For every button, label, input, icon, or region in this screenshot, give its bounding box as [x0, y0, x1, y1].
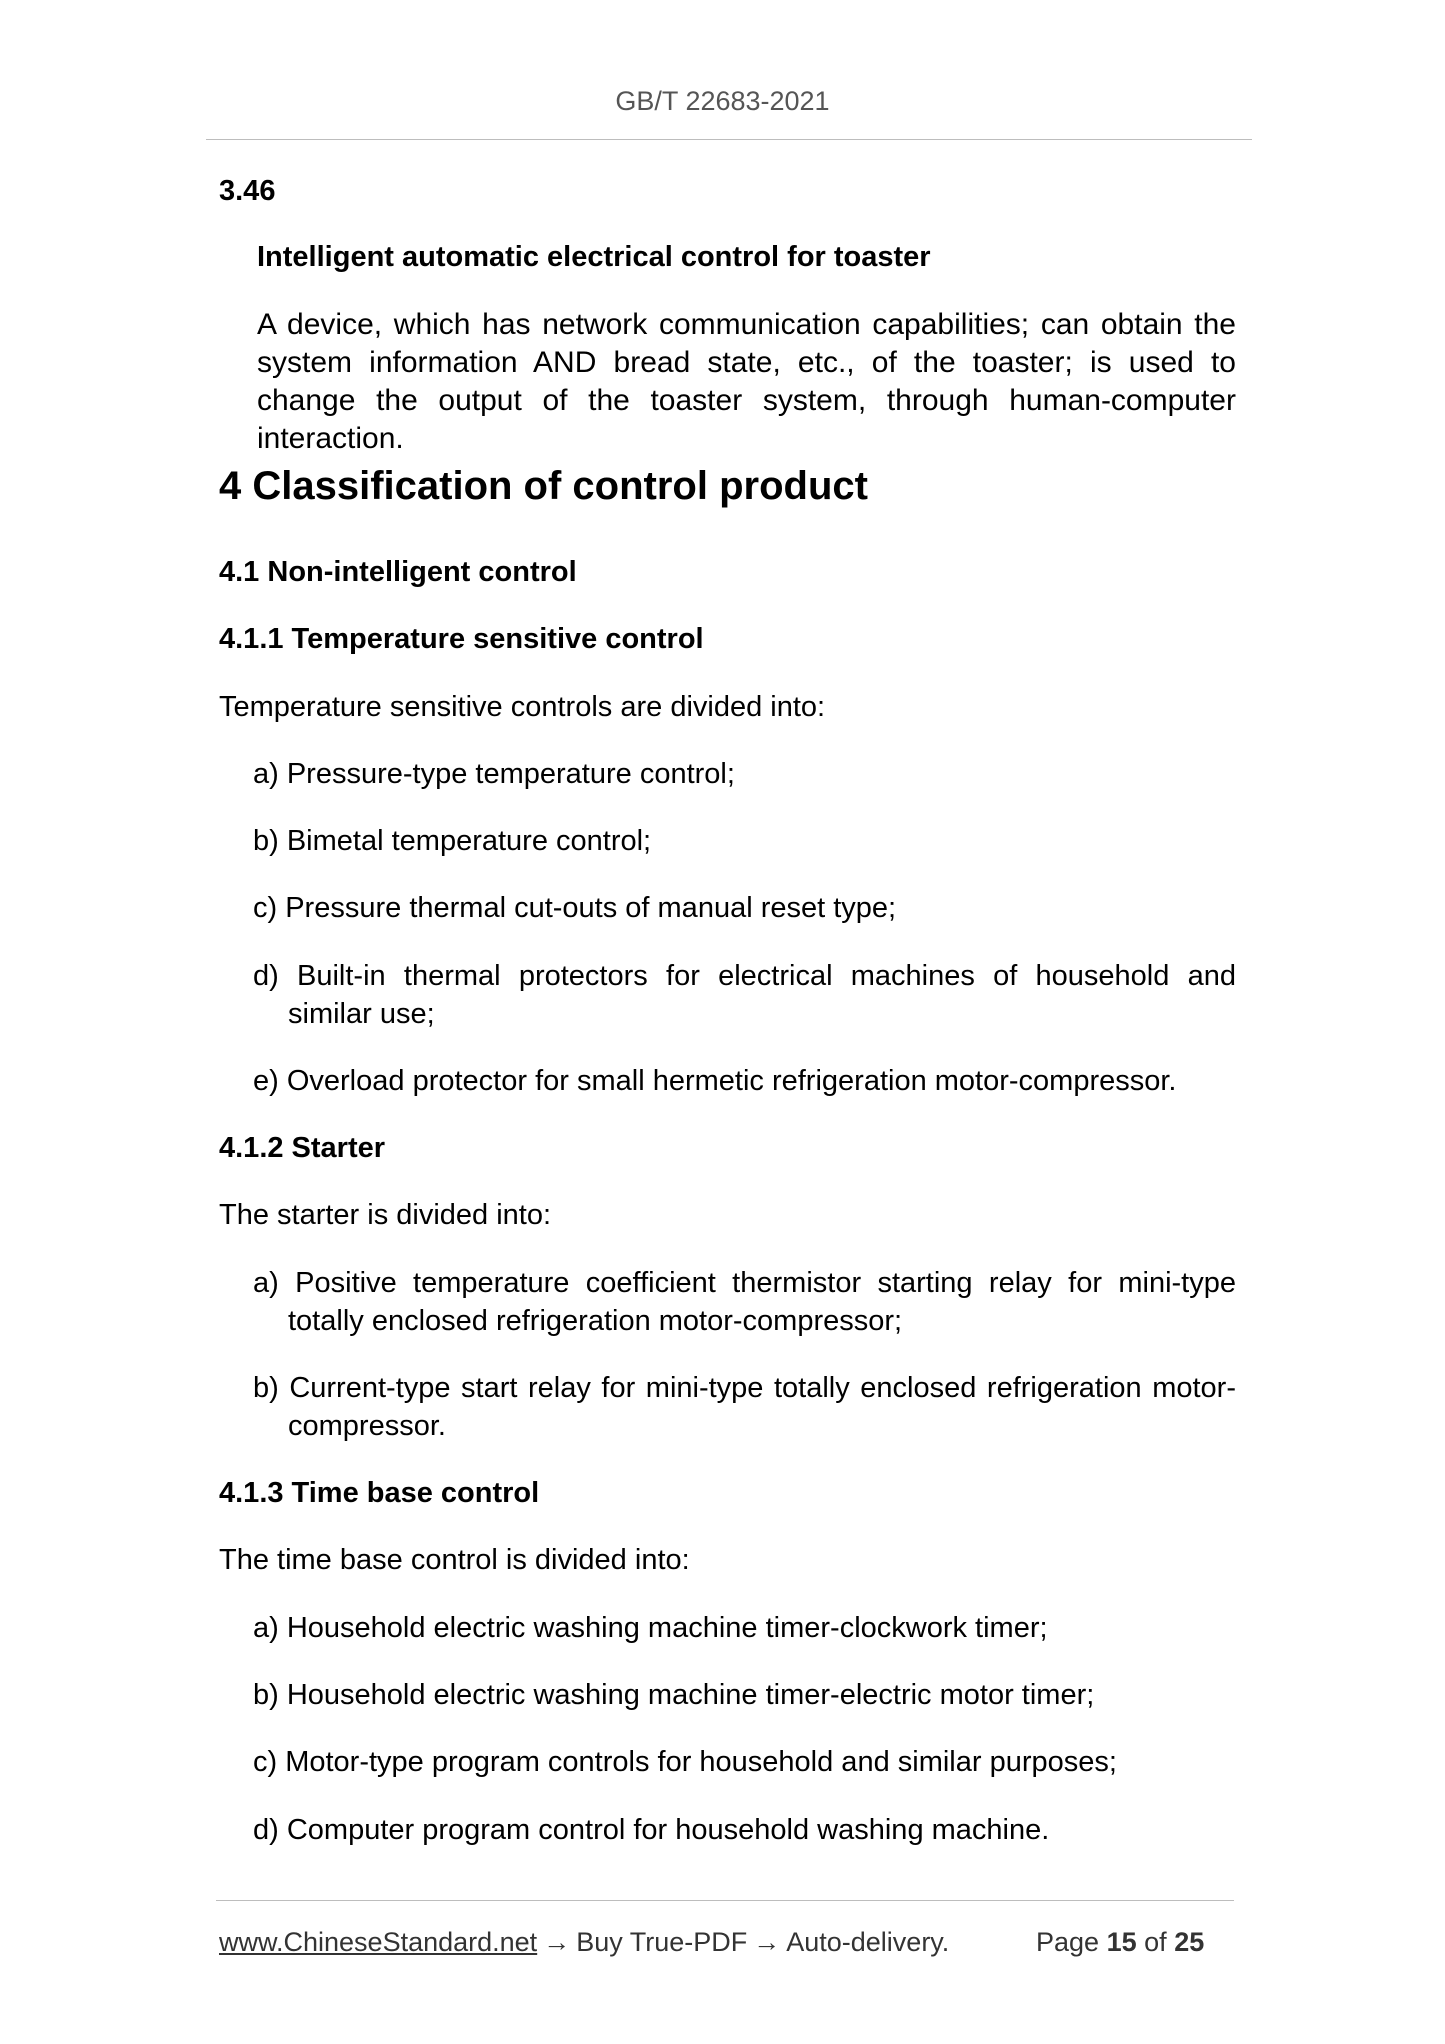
footer-site-link[interactable]: www.ChineseStandard.net — [219, 1927, 538, 1957]
list-item: d) Computer program control for household washing machine. — [253, 1814, 1050, 1846]
footer-divider — [216, 1900, 1234, 1901]
footer-promo — [219, 1925, 949, 1959]
paragraph-intro: Temperature sensitive controls are divided into: — [219, 691, 826, 723]
subsection-heading-4-1-3: 4.1.3 Time base control — [219, 1477, 540, 1509]
list-item: b) Household electric washing machine timer-electric motor timer; — [253, 1679, 1095, 1711]
list-item: e) Overload protector for small hermetic refrigeration motor-compressor. — [253, 1065, 1177, 1097]
section-heading: 4 Classification of control product — [219, 464, 868, 508]
clause-number: 3.46 — [219, 175, 276, 207]
page-total: 25 — [1174, 1927, 1205, 1957]
page-header-doc-id: GB/T 22683-2021 — [615, 86, 830, 116]
subsection-heading-4-1-1: 4.1.1 Temperature sensitive control — [219, 623, 704, 655]
term-title: Intelligent automatic electrical control for toaster — [257, 241, 931, 273]
paragraph-intro: The starter is divided into: — [219, 1199, 552, 1231]
of-label: of — [1144, 1927, 1167, 1957]
page-number — [1036, 1925, 1204, 1959]
list-item: b) Current-type start relay for mini-type totally enclosed refrigeration motor-compressor. — [253, 1372, 1236, 1442]
list-item: c) Motor-type program controls for household and similar purposes; — [253, 1746, 1117, 1778]
list-item: a) Household electric washing machine timer-clockwork timer; — [253, 1612, 1048, 1644]
header-divider — [206, 139, 1252, 140]
list-item: b) Bimetal temperature control; — [253, 825, 652, 857]
list-item: a) Positive temperature coefficient thermistor starting relay for mini-type totally enclosed refrigeration motor-compressor; — [253, 1267, 1236, 1337]
footer-delivery-text: Auto-delivery. — [786, 1927, 950, 1957]
list-item: c) Pressure thermal cut-outs of manual reset type; — [253, 892, 897, 924]
term-definition: A device, which has network communication capabilities; can obtain the system information AND bread state, etc., of the toaster; is used to change the output of the toaster system, through human-computer interaction. — [257, 308, 1236, 455]
subsection-heading-4-1: 4.1 Non-intelligent control — [219, 556, 577, 588]
arrow-right-icon: → — [753, 1927, 781, 1957]
subsection-heading-4-1-2: 4.1.2 Starter — [219, 1132, 386, 1164]
paragraph-intro: The time base control is divided into: — [219, 1544, 690, 1576]
page-current: 15 — [1106, 1927, 1137, 1957]
page-label: Page — [1036, 1927, 1100, 1957]
footer-buy-text: Buy True-PDF — [576, 1927, 748, 1957]
arrow-right-icon: → — [543, 1927, 571, 1957]
list-item: d) Built-in thermal protectors for electrical machines of household and similar use; — [253, 960, 1236, 1030]
list-item: a) Pressure-type temperature control; — [253, 758, 735, 790]
